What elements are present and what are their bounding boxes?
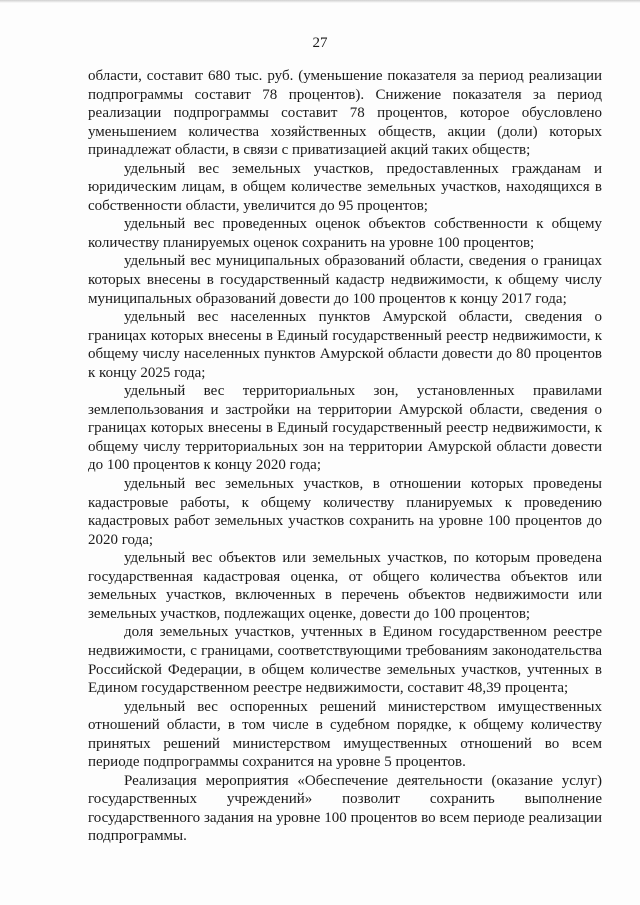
paragraph-cadastral-valuation: удельный вес объектов или земельных участков, по которым проведена государственная кадастровая оценка, от общего количества объектов или земельных участков, включенных в перечень объектов недвижимости или земельных участков, подлежащих оценке, довести до 100 процентов; bbox=[88, 550, 602, 622]
paragraph-land-plots-share: удельный вес земельных участков, предоставленных гражданам и юридическим лицам, в общем количестве земельных участков, находящихся в собственности области, увеличится до 95 процентов; bbox=[88, 160, 602, 214]
paragraph-territorial-zones: удельный вес территориальных зон, установленных правилами землепользования и застройки на территории Амурской области, сведения о границах которых внесены в Единый государственный реестр недвижимости, к общему числу территориальных зон на территории Амурской области довести до 100 процентов к концу 2020 года; bbox=[88, 383, 602, 474]
paragraph-municipal-boundaries: удельный вес муниципальных образований области, сведения о границах которых внесены в государственный кадастр недвижимости, к общему числу муниципальных образований довести до 100 процентов к концу 2017 года; bbox=[88, 253, 602, 307]
paragraph-settlement-boundaries: удельный вес населенных пунктов Амурской области, сведения о границах которых внесены в Единый государственный реестр недвижимости, к общему числу населенных пунктов Амурской области довести до 80 процентов к концу 2025 года; bbox=[88, 309, 602, 381]
paragraph-disputed-decisions: удельный вес оспоренных решений министерством имущественных отношений области, в том числе в судебном порядке, к общему количеству принятых решений министерством имущественных отношений во всем периоде подпрограммы сохранится на уровне 5 процентов. bbox=[88, 698, 602, 771]
page-number: 27 bbox=[312, 35, 328, 51]
paragraph-registered-plots: доля земельных участков, учтенных в Едином государственном реестре недвижимости, с границами, соответствующими требованиям законодательства Российской Федерации, в общем количестве земельных участков, учтенных в Едином государственном реестре недвижимости, составит 48,39 процента; bbox=[88, 624, 602, 697]
page-top-edge bbox=[0, 0, 640, 3]
paragraph-cadastral-works: удельный вес земельных участков, в отношении которых проведены кадастровые работы, к общему количеству планируемых к проведению кадастровых работ земельных участков сохранить на уровне 100 процентов до 2020 года; bbox=[88, 476, 602, 548]
paragraph-valuations-share: удельный вес проведенных оценок объектов собственности к общему количеству планируемых оценок сохранить на уровне 100 процентов; bbox=[88, 216, 602, 251]
document-body bbox=[88, 67, 602, 846]
paragraph-state-assignment: Реализация мероприятия «Обеспечение деятельности (оказание услуг) государственных учреждений» позволит сохранить выполнение государственного задания на уровне 100 процентов во всем периоде реализации подпрограммы. bbox=[88, 772, 602, 845]
paragraph-continuation: области, составит 680 тыс. руб. (уменьшение показателя за период реализации подпрограммы составит 78 процентов). Снижение показателя за период реализации подпрограммы составит 78 процентов, которое обусловлено уменьшением количества хозяйственных обществ, акции (доли) которых принадлежат области, в связи с приватизацией акций таких обществ; bbox=[88, 68, 602, 159]
